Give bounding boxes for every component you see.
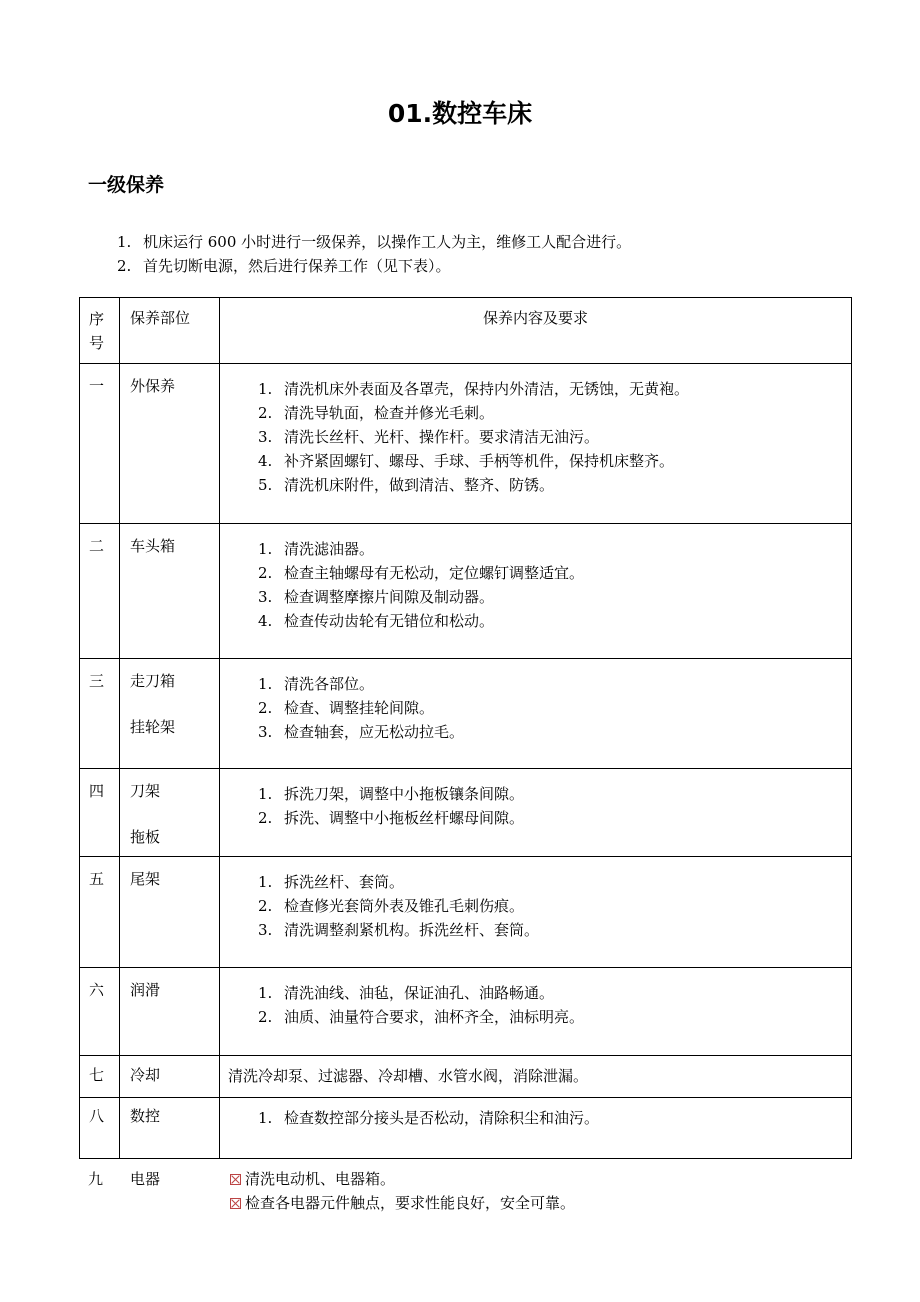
list-item: 1. 检查数控部分接头是否松动，清除积尘和油污。 xyxy=(258,1109,600,1127)
header-content: 保养内容及要求 xyxy=(220,298,852,364)
row-seq: 四 xyxy=(80,769,120,857)
list-item: 1. 清洗油线、油毡，保证油孔、油路畅通。 xyxy=(258,984,555,1002)
row-seq: 六 xyxy=(80,968,120,1056)
maintenance-table xyxy=(79,297,852,1159)
intro-item xyxy=(117,230,631,254)
table-row xyxy=(80,769,852,857)
row-seq: 七 xyxy=(80,1056,120,1098)
row-seq: 五 xyxy=(80,857,120,968)
row-content: 清洗冷却泵、过滤器、冷却槽、水管水阀，消除泄漏。 xyxy=(220,1056,852,1098)
page-title: 01.数控车床 xyxy=(387,99,533,128)
electrical-list xyxy=(230,1167,575,1215)
list-item: 3. 检查调整摩擦片间隙及制动器。 xyxy=(258,588,495,606)
list-item: 3. 清洗长丝杆、光杆、操作杆。要求清洁无油污。 xyxy=(258,428,600,446)
list-item: 2. 检查主轴螺母有无松动，定位螺钉调整适宜。 xyxy=(258,564,585,582)
row-part: 外保养 xyxy=(120,364,220,524)
table-row xyxy=(80,364,852,524)
list-item: 1. 拆洗丝杆、套筒。 xyxy=(258,873,405,891)
row-seq: 九 xyxy=(88,1170,104,1188)
list-item: 5. 清洗机床附件，做到清洁、整齐、防锈。 xyxy=(258,476,555,494)
intro-item xyxy=(117,254,631,278)
row-content xyxy=(220,1098,852,1159)
list-item: 2. 检查修光套筒外表及锥孔毛刺伤痕。 xyxy=(258,897,525,915)
list-item: 2. 检查、调整挂轮间隙。 xyxy=(258,699,435,717)
header-part: 保养部位 xyxy=(120,298,220,364)
checkbox-bullet-icon xyxy=(230,1198,241,1209)
list-item: 3. 检查轴套，应无松动拉毛。 xyxy=(258,723,465,741)
list-item: 清洗电动机、电器箱。 xyxy=(230,1167,575,1191)
row-content xyxy=(220,364,852,524)
list-item: 1. 清洗机床外表面及各罩壳，保持内外清洁，无锈蚀，无黄袍。 xyxy=(258,380,690,398)
list-item: 3. 清洗调整刹紧机构。拆洗丝杆、套筒。 xyxy=(258,921,540,939)
table-row xyxy=(80,857,852,968)
table-row xyxy=(80,1098,852,1159)
item-number: 2. xyxy=(117,257,132,275)
row-part: 走刀箱 挂轮架 xyxy=(120,659,220,769)
table-row xyxy=(80,1056,852,1098)
table-row xyxy=(80,524,852,659)
section-heading: 一级保养 xyxy=(88,174,165,196)
row-seq: 八 xyxy=(80,1098,120,1159)
list-item: 2. 拆洗、调整中小拖板丝杆螺母间隙。 xyxy=(258,809,525,827)
checkbox-bullet-icon xyxy=(230,1174,241,1185)
list-item: 4. 补齐紧固螺钉、螺母、手球、手柄等机件，保持机床整齐。 xyxy=(258,452,675,470)
row-part: 润滑 xyxy=(120,968,220,1056)
item-text: 首先切断电源，然后进行保养工作（见下表）。 xyxy=(143,257,451,275)
list-item: 1. 拆洗刀架，调整中小拖板镶条间隙。 xyxy=(258,785,525,803)
header-seq: 序 号 xyxy=(80,298,120,364)
list-item: 4. 检查传动齿轮有无错位和松动。 xyxy=(258,612,495,630)
row-part: 数控 xyxy=(120,1098,220,1159)
list-item: 2. 油质、油量符合要求，油杯齐全，油标明亮。 xyxy=(258,1008,585,1026)
list-item: 检查各电器元件触点，要求性能良好，安全可靠。 xyxy=(230,1191,575,1215)
row-content xyxy=(220,524,852,659)
row-seq: 一 xyxy=(80,364,120,524)
table-row xyxy=(80,659,852,769)
row-content xyxy=(220,769,852,857)
item-number: 1. xyxy=(117,233,132,251)
row-content xyxy=(220,968,852,1056)
row-part: 尾架 xyxy=(120,857,220,968)
row-part: 电器 xyxy=(130,1170,161,1188)
row-content xyxy=(220,857,852,968)
row-part: 冷却 xyxy=(120,1056,220,1098)
row-content xyxy=(220,659,852,769)
list-item: 1. 清洗各部位。 xyxy=(258,675,375,693)
table-row xyxy=(80,968,852,1056)
row-seq: 二 xyxy=(80,524,120,659)
row-part: 刀架 拖板 xyxy=(120,769,220,857)
row-part: 车头箱 xyxy=(120,524,220,659)
table-header-row xyxy=(80,298,852,364)
item-text: 机床运行 600 小时进行一级保养，以操作工人为主，维修工人配合进行。 xyxy=(143,233,632,251)
row-seq: 三 xyxy=(80,659,120,769)
intro-list xyxy=(117,230,631,278)
list-item: 1. 清洗滤油器。 xyxy=(258,540,375,558)
list-item: 2. 清洗导轨面，检查并修光毛刺。 xyxy=(258,404,495,422)
